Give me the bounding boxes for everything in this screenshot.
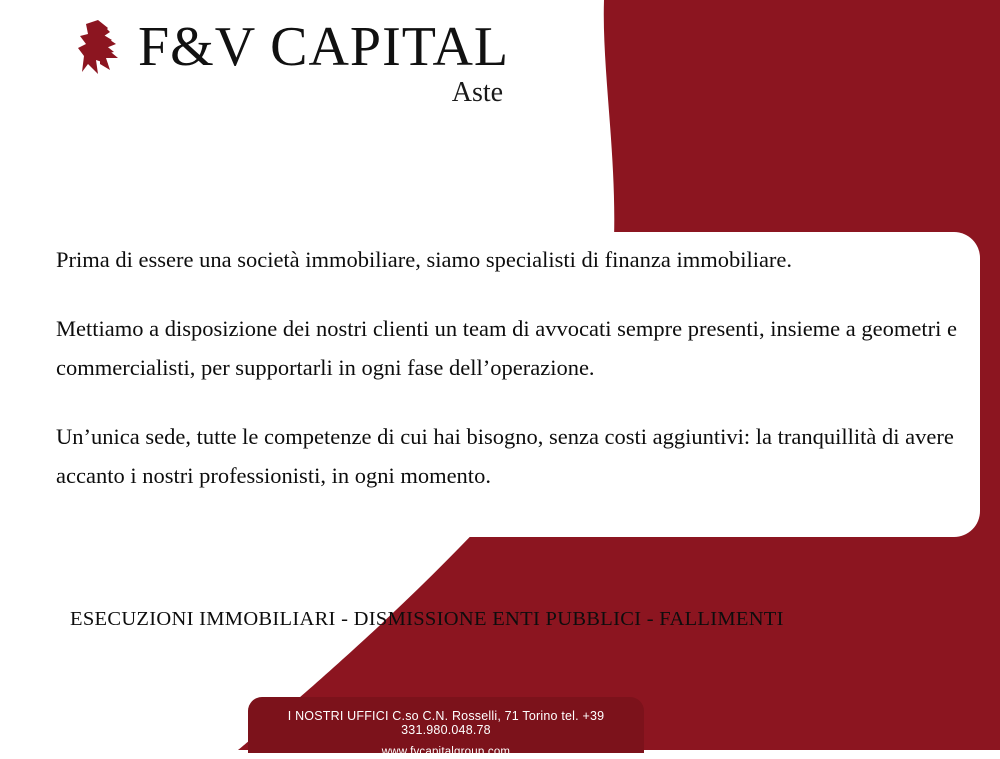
footer-address: I NOSTRI UFFICI C.so C.N. Rosselli, 71 Torino tel. +39 331.980.048.78 xyxy=(287,709,605,737)
paragraph-1: Prima di essere una società immobiliare, siamo specialisti di finanza immobiliare. xyxy=(56,247,793,272)
footer-contact-bar xyxy=(248,697,644,758)
griffin-logo-icon xyxy=(78,18,134,80)
brand-logo xyxy=(78,18,509,108)
footer-website[interactable]: www.fvcapitalgroup.com xyxy=(381,746,511,758)
body-copy xyxy=(56,240,966,495)
paragraph-3: Un’unica sede, tutte le competenze di cui hai bisogno, senza costi aggiuntivi: la tranquillità di avere accanto i nostri professionisti, in ogni momento. xyxy=(56,424,954,488)
paragraph-2: Mettiamo a disposizione dei nostri clienti un team di avvocati sempre presenti, insieme a geometri e commercialisti, per supportarli in ogni fase dell’operazione. xyxy=(56,316,957,380)
logo-subtitle: Aste xyxy=(451,77,504,108)
services-line: ESECUZIONI IMMOBILIARI - DISMISSIONE ENTI PUBBLICI - FALLIMENTI xyxy=(70,608,784,630)
logo-title: F&V CAPITAL xyxy=(138,16,510,78)
